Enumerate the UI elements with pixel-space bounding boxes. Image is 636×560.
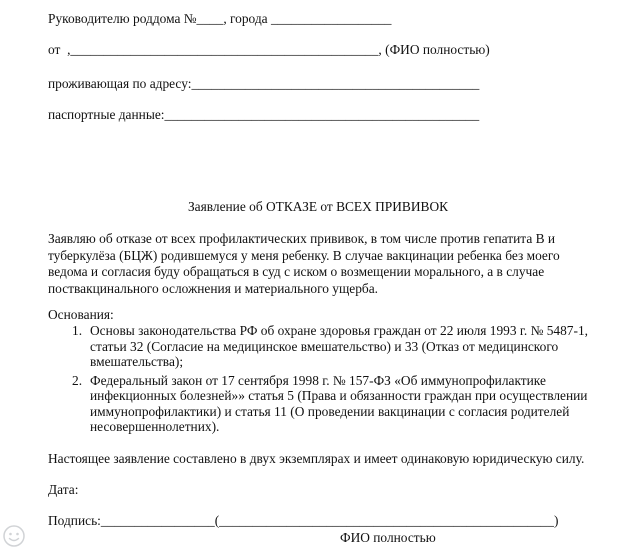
address-label: проживающая по адресу: — [48, 76, 192, 91]
from-line — [48, 42, 490, 58]
list-item — [48, 323, 608, 370]
watermark-icon — [2, 524, 26, 548]
basis-label: Основания: — [48, 307, 114, 322]
basis-list — [48, 323, 608, 438]
passport-blank: _______________________________________________ — [164, 107, 480, 122]
list-item-text: Федеральный закон от 17 сентября 1998 г. № 157-ФЗ «Об иммунопрофилактике инфекционных болезней»» статья 5 (Права и обязанности граждан при осуществлении иммунопрофилактики) и статья 11 (О проведении вакцинации с согласия родителей несовершеннолетних). — [90, 372, 588, 434]
closing-statement: Настоящее заявление составлено в двух экземплярах и имеет одинаковую юридическую силу. — [48, 451, 585, 466]
signature-blank: _________________(__________________________________________________) — [100, 513, 559, 528]
from-blank: ______________________________________________, — [70, 42, 382, 57]
list-item-number: 2. — [72, 372, 83, 388]
addressee-line: Руководителю роддома №____, города __________________ — [48, 11, 392, 26]
list-item-number: 1. — [72, 323, 83, 338]
list-item — [48, 373, 608, 435]
address-blank: ___________________________________________ — [191, 76, 480, 91]
passport-label: паспортные данные: — [48, 107, 165, 122]
from-fio-hint: (ФИО полностью) — [381, 42, 490, 57]
document-title: Заявление об ОТКАЗЕ от ВСЕХ ПРИВИВОК — [187, 199, 449, 214]
signature-line — [48, 513, 558, 529]
passport-line — [48, 107, 479, 123]
list-item-text: Основы законодательства РФ об охране здоровья граждан от 22 июля 1993 г. № 5487-1, статьи 32 (Согласие на медицинское вмешательство) и 33 (Отказ от медицинского вмешательства); — [90, 323, 588, 369]
date-label: Дата: — [48, 482, 79, 497]
address-line — [48, 76, 479, 92]
statement-text: Заявляю об отказе от всех профилактических прививок, в том числе против гепатита В и туберкулёза (БЦЖ) родившемуся у меня ребенку. В случае вакцинации ребенка без моего ведома и согласия буду обращаться в суд с иском о возмещении морального, а в случае поствакцинального осложнения и материального ущерба. — [48, 231, 560, 296]
signature-label: Подпись: — [48, 513, 101, 528]
statement-paragraph — [48, 231, 588, 297]
from-prefix: от , — [48, 42, 71, 57]
fio-caption: ФИО полностью — [340, 530, 436, 545]
